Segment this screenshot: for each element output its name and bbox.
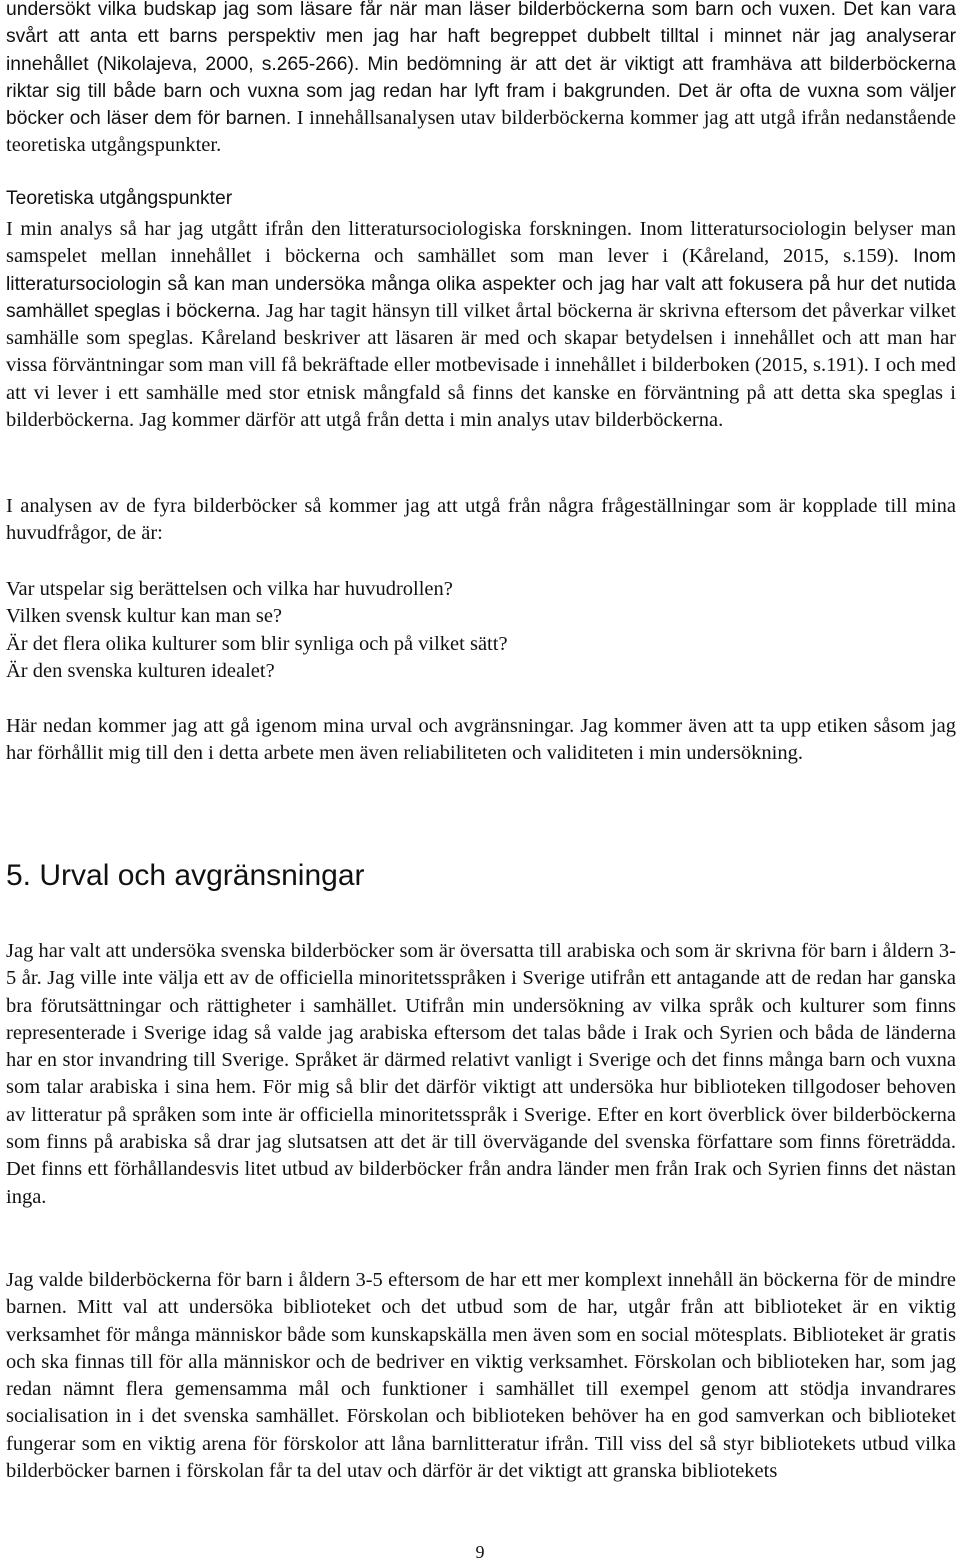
intro-paragraph	[6, 0, 956, 160]
question-item: Vilken svensk kultur kan man se?	[6, 605, 283, 628]
intro-text-sans: undersökt vilka budskap jag som läsare får när man läser bilderböckerna som barn och vuxen. Det kan vara svårt att anta ett barns perspektiv men jag har haft begreppet dubbelt tilltal i minnet när jag analyserar innehållet (Nikolajeva, 2000, s.265-266). Min bedömning är att det är viktigt att framhäva att bilderböckerna riktar sig till både barn och vuxna som jag redan har lyft fram i bakgrunden. Det är ofta de vuxna som väljer böcker och läser dem för barnen.	[6, 0, 956, 130]
selection-paragraph: Jag valde bilderböckerna för barn i åldern 3-5 eftersom de har ett mer komplext innehåll än böckerna för de mindre barnen. Mitt val att undersöka biblioteket och det utbud som de har, utgår från att biblioteket är en viktig verksamhet för många människor både som kunskapskälla men även som en social mötesplats. Biblioteket är gratis och ska finnas till för alla människor och de bedriver en viktig verksamhet. Förskolan och biblioteken har, som jag redan nämnt flera gemensamma mål och funktioner i samhället till exempel genom att stödja invandrares socialisation in i det svenska samhället. Förskolan och biblioteken behöver ha en god samverkan och biblioteket fungerar som en viktig arena för förskolor att låna barnlitteratur ifrån. Till viss del så styr bibliotekets utbud vilka bilderböcker barnen i förskolan får ta del utav och därför är det viktigt att granska bibliotekets	[6, 1269, 956, 1483]
theory-text-2: Inom litteratursociologin belyser man samspelet mellan innehållet i böckerna och samhället som man lever i (Kåreland, 2015, s.159).	[6, 218, 956, 268]
theory-text-1: I min analys så har jag utgått ifrån den litteratursociologiska forskningen.	[6, 218, 633, 240]
question-item: Var utspelar sig berättelsen och vilka har huvudrollen?	[6, 578, 453, 600]
theory-heading: Teoretiska utgångspunkter	[6, 188, 233, 209]
question-item: Är den svenska kulturen idealet?	[6, 659, 275, 682]
theory-paragraph	[6, 216, 956, 434]
selection-paragraph: Jag har valt att undersöka svenska bilderböcker som är översatta till arabiska och som är skrivna för barn i åldern 3-5 år. Jag ville inte välja ett av de officiella minoritetsspråken i Sverige utifrån ett antagande att de redan har ganska bra förutsättningar och rättigheter i samhället. Utifrån min undersökning av vilka språk och kulturer som finns representerade i Sverige idag så valde jag arabiska eftersom det talas både i Irak och Syrien och båda de länderna har en stor invandring till Sverige. Språket är därmed relativt vanligt i Sverige och det finns många barn och vuxna som talar arabiska i sina hem. För mig så blir det därför viktigt att undersöka hur biblioteken tillgodoser behoven av litteratur på språken som inte är officiella minoritetsspråk i Sverige. Efter en kort överblick över bilderböckerna som finns på arabiska så drar jag slutsatsen att det är till övervägande del svenska författare som finns företrädda. Det finns ett förhållandesvis litet utbud av bilderböcker från andra länder men från Irak och Syrien finns det nästan inga.	[6, 940, 956, 1208]
question-list	[6, 576, 956, 685]
question-item: Är det flera olika kulturer som blir synliga och på vilket sätt?	[6, 632, 508, 655]
method-paragraph: Här nedan kommer jag att gå igenom mina urval och avgränsningar. Jag kommer även att ta upp etiken såsom jag har förhållit mig till den i detta arbete men även reliabiliteten och validiteten i min undersökning.	[6, 715, 956, 765]
page-number: 9	[475, 1542, 485, 1562]
theory-text-3: Inom litteratursociologin så kan man undersöka många olika aspekter och jag har valt att fokusera på hur det nutida samhället speglas i böckerna.	[6, 246, 956, 322]
section-heading: 5. Urval och avgränsningar	[6, 859, 365, 892]
analysis-intro-paragraph: I analysen av de fyra bilderböcker så kommer jag att utgå från några frågeställningar som är kopplade till mina huvudfrågor, de är:	[6, 495, 956, 545]
theory-text-4: Jag har tagit hänsyn till vilket årtal böckerna är skrivna eftersom det påverkar vilket samhälle som speglas. Kåreland beskriver att läsaren är med och skapar betydelsen i innehållet och att man har vissa förväntningar som man vill få bekräftade eller motbevisade i innehållet i bilderboken (2015, s.191). I och med att vi lever i ett samhälle med stor etnisk mångfald så finns det kanske en förväntning på att detta ska speglas i bilderböckerna. Jag kommer därför att utgå från detta i min analys utav bilderböckerna.	[6, 299, 956, 432]
intro-text-serif: I innehållsanalysen utav bilderböckerna kommer jag att utgå ifrån nedanstående teoretiska utgångspunkter.	[6, 107, 956, 157]
